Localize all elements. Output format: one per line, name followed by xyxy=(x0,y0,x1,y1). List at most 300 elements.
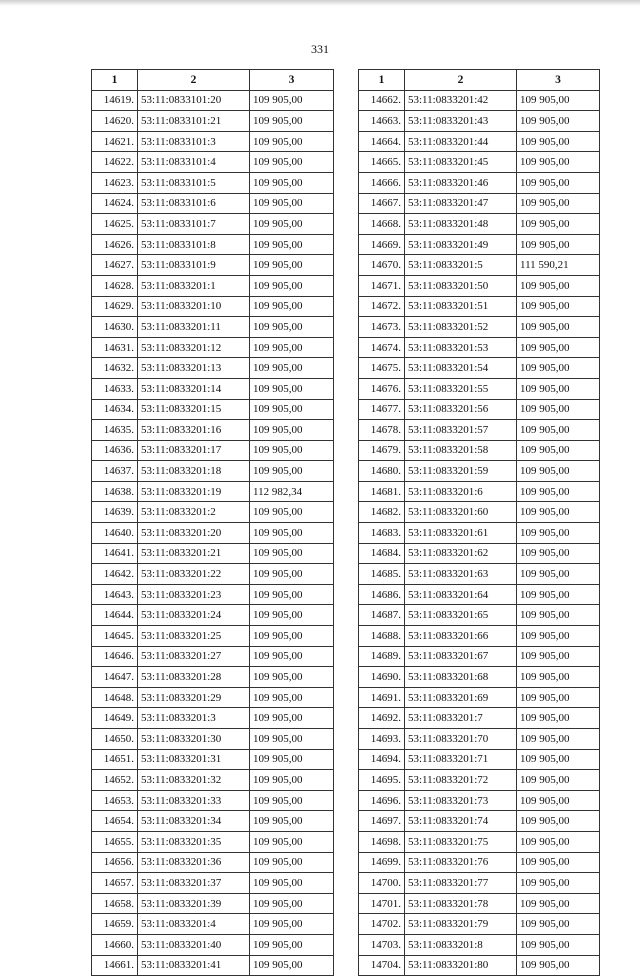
row-number: 14683. xyxy=(359,523,405,544)
table-row xyxy=(92,523,334,544)
table-row xyxy=(359,275,600,296)
table-row xyxy=(92,914,334,935)
cadastral-number: 53:11:0833201:15 xyxy=(138,399,250,420)
table-row xyxy=(359,893,600,914)
table-row xyxy=(92,852,334,873)
table-row xyxy=(359,749,600,770)
header-col-3: 3 xyxy=(250,70,334,91)
row-number: 14647. xyxy=(92,667,138,688)
row-number: 14626. xyxy=(92,234,138,255)
cadastral-value: 109 905,00 xyxy=(517,337,600,358)
row-number: 14642. xyxy=(92,564,138,585)
cadastral-value: 109 905,00 xyxy=(250,770,334,791)
cadastral-number: 53:11:0833201:2 xyxy=(138,502,250,523)
cadastral-value: 109 905,00 xyxy=(250,234,334,255)
table-row xyxy=(92,934,334,955)
cadastral-value: 109 905,00 xyxy=(250,131,334,152)
row-number: 14673. xyxy=(359,317,405,338)
cadastral-number: 53:11:0833201:47 xyxy=(405,193,517,214)
cadastral-value: 109 905,00 xyxy=(517,873,600,894)
row-number: 14677. xyxy=(359,399,405,420)
cadastral-value: 109 905,00 xyxy=(250,687,334,708)
row-number: 14646. xyxy=(92,646,138,667)
cadastral-value: 109 905,00 xyxy=(517,111,600,132)
row-number: 14634. xyxy=(92,399,138,420)
table-row xyxy=(359,358,600,379)
row-number: 14631. xyxy=(92,337,138,358)
row-number: 14630. xyxy=(92,317,138,338)
cadastral-value: 109 905,00 xyxy=(517,420,600,441)
row-number: 14697. xyxy=(359,811,405,832)
cadastral-value: 109 905,00 xyxy=(517,296,600,317)
cadastral-value: 109 905,00 xyxy=(517,523,600,544)
cadastral-number: 53:11:0833201:54 xyxy=(405,358,517,379)
row-number: 14622. xyxy=(92,152,138,173)
table-row xyxy=(92,481,334,502)
cadastral-number: 53:11:0833201:78 xyxy=(405,893,517,914)
header-col-2: 2 xyxy=(405,70,517,91)
cadastral-number: 53:11:0833201:58 xyxy=(405,440,517,461)
cadastral-value: 109 905,00 xyxy=(517,646,600,667)
cadastral-value: 109 905,00 xyxy=(517,90,600,111)
table-row xyxy=(359,337,600,358)
cadastral-number: 53:11:0833201:42 xyxy=(405,90,517,111)
row-number: 14688. xyxy=(359,626,405,647)
table-row xyxy=(92,234,334,255)
cadastral-number: 53:11:0833201:1 xyxy=(138,275,250,296)
table-row xyxy=(92,502,334,523)
cadastral-number: 53:11:0833201:77 xyxy=(405,873,517,894)
row-number: 14657. xyxy=(92,873,138,894)
table-row xyxy=(359,111,600,132)
row-number: 14636. xyxy=(92,440,138,461)
row-number: 14676. xyxy=(359,378,405,399)
table-row xyxy=(92,358,334,379)
cadastral-value: 109 905,00 xyxy=(250,626,334,647)
table-row xyxy=(359,729,600,750)
table-row xyxy=(359,667,600,688)
row-number: 14620. xyxy=(92,111,138,132)
row-number: 14635. xyxy=(92,420,138,441)
table-row xyxy=(92,770,334,791)
row-number: 14643. xyxy=(92,584,138,605)
table-row xyxy=(92,296,334,317)
row-number: 14641. xyxy=(92,543,138,564)
cadastral-value: 109 905,00 xyxy=(517,481,600,502)
cadastral-value: 109 905,00 xyxy=(517,358,600,379)
cadastral-value: 109 905,00 xyxy=(517,234,600,255)
row-number: 14671. xyxy=(359,275,405,296)
cadastral-value: 109 905,00 xyxy=(250,543,334,564)
row-number: 14654. xyxy=(92,811,138,832)
table-row xyxy=(92,420,334,441)
cadastral-value: 109 905,00 xyxy=(517,852,600,873)
row-number: 14703. xyxy=(359,934,405,955)
cadastral-value: 109 905,00 xyxy=(250,90,334,111)
registry-table-right xyxy=(358,69,600,976)
row-number: 14627. xyxy=(92,255,138,276)
cadastral-number: 53:11:0833201:33 xyxy=(138,790,250,811)
header-col-2: 2 xyxy=(138,70,250,91)
cadastral-value: 109 905,00 xyxy=(250,584,334,605)
table-header-row xyxy=(92,70,334,91)
row-number: 14655. xyxy=(92,831,138,852)
cadastral-number: 53:11:0833201:71 xyxy=(405,749,517,770)
cadastral-value: 109 905,00 xyxy=(517,543,600,564)
row-number: 14645. xyxy=(92,626,138,647)
table-row xyxy=(359,934,600,955)
cadastral-number: 53:11:0833201:28 xyxy=(138,667,250,688)
table-row xyxy=(359,481,600,502)
table-row xyxy=(359,90,600,111)
cadastral-number: 53:11:0833201:76 xyxy=(405,852,517,873)
table-row xyxy=(359,811,600,832)
cadastral-value: 109 905,00 xyxy=(517,811,600,832)
cadastral-value: 109 905,00 xyxy=(517,275,600,296)
cadastral-value: 109 905,00 xyxy=(517,729,600,750)
table-row xyxy=(92,749,334,770)
header-col-1: 1 xyxy=(359,70,405,91)
table-row xyxy=(92,790,334,811)
table-row xyxy=(92,646,334,667)
row-number: 14670. xyxy=(359,255,405,276)
cadastral-number: 53:11:0833101:4 xyxy=(138,152,250,173)
cadastral-number: 53:11:0833101:20 xyxy=(138,90,250,111)
table-row xyxy=(92,584,334,605)
table-row xyxy=(359,193,600,214)
cadastral-number: 53:11:0833201:6 xyxy=(405,481,517,502)
table-row xyxy=(92,337,334,358)
row-number: 14625. xyxy=(92,214,138,235)
cadastral-value: 109 905,00 xyxy=(517,152,600,173)
cadastral-number: 53:11:0833101:21 xyxy=(138,111,250,132)
cadastral-value: 109 905,00 xyxy=(250,255,334,276)
page-number: 331 xyxy=(311,42,329,56)
row-number: 14664. xyxy=(359,131,405,152)
row-number: 14637. xyxy=(92,461,138,482)
table-row xyxy=(359,914,600,935)
cadastral-value: 109 905,00 xyxy=(250,358,334,379)
table-row xyxy=(92,399,334,420)
cadastral-value: 109 905,00 xyxy=(250,337,334,358)
row-number: 14629. xyxy=(92,296,138,317)
row-number: 14689. xyxy=(359,646,405,667)
table-row xyxy=(92,708,334,729)
cadastral-value: 109 905,00 xyxy=(250,605,334,626)
cadastral-number: 53:11:0833201:12 xyxy=(138,337,250,358)
row-number: 14698. xyxy=(359,831,405,852)
cadastral-value: 109 905,00 xyxy=(250,420,334,441)
cadastral-number: 53:11:0833201:29 xyxy=(138,687,250,708)
row-number: 14687. xyxy=(359,605,405,626)
cadastral-value: 109 905,00 xyxy=(250,914,334,935)
table-row xyxy=(359,399,600,420)
row-number: 14638. xyxy=(92,481,138,502)
cadastral-number: 53:11:0833201:67 xyxy=(405,646,517,667)
table-row xyxy=(92,667,334,688)
cadastral-number: 53:11:0833201:49 xyxy=(405,234,517,255)
row-number: 14623. xyxy=(92,172,138,193)
cadastral-number: 53:11:0833101:5 xyxy=(138,172,250,193)
table-row xyxy=(359,790,600,811)
cadastral-value: 109 905,00 xyxy=(517,770,600,791)
cadastral-value: 109 905,00 xyxy=(517,790,600,811)
row-number: 14632. xyxy=(92,358,138,379)
row-number: 14648. xyxy=(92,687,138,708)
cadastral-number: 53:11:0833201:72 xyxy=(405,770,517,791)
table-row xyxy=(92,378,334,399)
row-number: 14652. xyxy=(92,770,138,791)
cadastral-number: 53:11:0833201:62 xyxy=(405,543,517,564)
cadastral-number: 53:11:0833101:7 xyxy=(138,214,250,235)
cadastral-value: 109 905,00 xyxy=(250,111,334,132)
cadastral-value: 109 905,00 xyxy=(250,152,334,173)
cadastral-value: 109 905,00 xyxy=(250,399,334,420)
row-number: 14663. xyxy=(359,111,405,132)
table-row xyxy=(92,214,334,235)
cadastral-number: 53:11:0833201:59 xyxy=(405,461,517,482)
cadastral-number: 53:11:0833201:19 xyxy=(138,481,250,502)
row-number: 14621. xyxy=(92,131,138,152)
table-row xyxy=(92,90,334,111)
table-row xyxy=(359,523,600,544)
row-number: 14691. xyxy=(359,687,405,708)
cadastral-number: 53:11:0833201:39 xyxy=(138,893,250,914)
cadastral-value: 109 905,00 xyxy=(517,914,600,935)
row-number: 14682. xyxy=(359,502,405,523)
row-number: 14644. xyxy=(92,605,138,626)
cadastral-number: 53:11:0833201:46 xyxy=(405,172,517,193)
table-row xyxy=(359,584,600,605)
cadastral-number: 53:11:0833201:37 xyxy=(138,873,250,894)
cadastral-value: 109 905,00 xyxy=(250,296,334,317)
cadastral-number: 53:11:0833201:24 xyxy=(138,605,250,626)
cadastral-number: 53:11:0833201:5 xyxy=(405,255,517,276)
table-row xyxy=(359,317,600,338)
cadastral-value: 109 905,00 xyxy=(517,584,600,605)
row-number: 14659. xyxy=(92,914,138,935)
cadastral-value: 109 905,00 xyxy=(250,852,334,873)
cadastral-value: 109 905,00 xyxy=(250,502,334,523)
row-number: 14660. xyxy=(92,934,138,955)
table-row xyxy=(92,152,334,173)
row-number: 14628. xyxy=(92,275,138,296)
cadastral-value: 109 905,00 xyxy=(517,687,600,708)
table-row xyxy=(359,152,600,173)
cadastral-number: 53:11:0833101:8 xyxy=(138,234,250,255)
row-number: 14665. xyxy=(359,152,405,173)
row-number: 14704. xyxy=(359,955,405,976)
table-row xyxy=(92,687,334,708)
cadastral-number: 53:11:0833201:10 xyxy=(138,296,250,317)
cadastral-number: 53:11:0833201:17 xyxy=(138,440,250,461)
row-number: 14624. xyxy=(92,193,138,214)
row-number: 14702. xyxy=(359,914,405,935)
cadastral-value: 109 905,00 xyxy=(517,193,600,214)
table-row xyxy=(92,811,334,832)
cadastral-value: 109 905,00 xyxy=(517,378,600,399)
row-number: 14619. xyxy=(92,90,138,111)
table-row xyxy=(92,461,334,482)
table-row xyxy=(92,605,334,626)
cadastral-value: 109 905,00 xyxy=(250,172,334,193)
cadastral-number: 53:11:0833201:21 xyxy=(138,543,250,564)
cadastral-value: 109 905,00 xyxy=(250,275,334,296)
cadastral-number: 53:11:0833201:4 xyxy=(138,914,250,935)
cadastral-value: 109 905,00 xyxy=(250,811,334,832)
cadastral-value: 109 905,00 xyxy=(250,440,334,461)
cadastral-value: 111 590,21 xyxy=(517,255,600,276)
cadastral-number: 53:11:0833201:51 xyxy=(405,296,517,317)
table-row xyxy=(92,893,334,914)
cadastral-value: 109 905,00 xyxy=(517,893,600,914)
table-row xyxy=(359,214,600,235)
row-number: 14640. xyxy=(92,523,138,544)
table-row xyxy=(359,296,600,317)
table-row xyxy=(92,955,334,976)
table-row xyxy=(359,852,600,873)
cadastral-value: 109 905,00 xyxy=(250,564,334,585)
row-number: 14701. xyxy=(359,893,405,914)
table-row xyxy=(359,873,600,894)
cadastral-value: 109 905,00 xyxy=(250,193,334,214)
cadastral-value: 109 905,00 xyxy=(517,131,600,152)
table-row xyxy=(359,646,600,667)
cadastral-number: 53:11:0833101:6 xyxy=(138,193,250,214)
row-number: 14669. xyxy=(359,234,405,255)
cadastral-number: 53:11:0833201:23 xyxy=(138,584,250,605)
row-number: 14672. xyxy=(359,296,405,317)
table-row xyxy=(92,729,334,750)
cadastral-value: 109 905,00 xyxy=(250,790,334,811)
row-number: 14693. xyxy=(359,729,405,750)
cadastral-number: 53:11:0833201:55 xyxy=(405,378,517,399)
cadastral-number: 53:11:0833201:36 xyxy=(138,852,250,873)
row-number: 14695. xyxy=(359,770,405,791)
row-number: 14699. xyxy=(359,852,405,873)
cadastral-value: 109 905,00 xyxy=(517,440,600,461)
table-row xyxy=(359,770,600,791)
cadastral-value: 109 905,00 xyxy=(517,172,600,193)
cadastral-number: 53:11:0833201:25 xyxy=(138,626,250,647)
table-row xyxy=(92,626,334,647)
cadastral-number: 53:11:0833201:69 xyxy=(405,687,517,708)
table-row xyxy=(92,440,334,461)
table-row xyxy=(92,193,334,214)
cadastral-value: 109 905,00 xyxy=(517,955,600,976)
cadastral-number: 53:11:0833201:53 xyxy=(405,337,517,358)
cadastral-value: 109 905,00 xyxy=(517,934,600,955)
table-row xyxy=(92,172,334,193)
row-number: 14656. xyxy=(92,852,138,873)
registry-table-left xyxy=(91,69,334,976)
cadastral-number: 53:11:0833201:48 xyxy=(405,214,517,235)
cadastral-value: 109 905,00 xyxy=(250,873,334,894)
row-number: 14633. xyxy=(92,378,138,399)
table-row xyxy=(359,502,600,523)
cadastral-number: 53:11:0833201:40 xyxy=(138,934,250,955)
table-row xyxy=(359,420,600,441)
table-row xyxy=(359,172,600,193)
cadastral-number: 53:11:0833201:74 xyxy=(405,811,517,832)
cadastral-value: 109 905,00 xyxy=(250,749,334,770)
row-number: 14675. xyxy=(359,358,405,379)
table-body-right xyxy=(359,90,600,976)
table-row xyxy=(92,831,334,852)
table-row xyxy=(92,255,334,276)
row-number: 14694. xyxy=(359,749,405,770)
cadastral-number: 53:11:0833101:9 xyxy=(138,255,250,276)
cadastral-number: 53:11:0833201:20 xyxy=(138,523,250,544)
cadastral-number: 53:11:0833201:68 xyxy=(405,667,517,688)
table-row xyxy=(359,131,600,152)
header-col-3: 3 xyxy=(517,70,600,91)
cadastral-number: 53:11:0833201:31 xyxy=(138,749,250,770)
cadastral-number: 53:11:0833201:52 xyxy=(405,317,517,338)
cadastral-number: 53:11:0833201:60 xyxy=(405,502,517,523)
cadastral-value: 109 905,00 xyxy=(250,317,334,338)
row-number: 14678. xyxy=(359,420,405,441)
table-row xyxy=(359,626,600,647)
table-row xyxy=(359,687,600,708)
cadastral-number: 53:11:0833201:44 xyxy=(405,131,517,152)
row-number: 14658. xyxy=(92,893,138,914)
cadastral-value: 109 905,00 xyxy=(250,378,334,399)
cadastral-number: 53:11:0833201:63 xyxy=(405,564,517,585)
row-number: 14662. xyxy=(359,90,405,111)
row-number: 14692. xyxy=(359,708,405,729)
cadastral-number: 53:11:0833201:18 xyxy=(138,461,250,482)
row-number: 14674. xyxy=(359,337,405,358)
cadastral-value: 109 905,00 xyxy=(250,523,334,544)
table-header-row xyxy=(359,70,600,91)
cadastral-number: 53:11:0833201:41 xyxy=(138,955,250,976)
cadastral-value: 109 905,00 xyxy=(517,831,600,852)
cadastral-number: 53:11:0833201:14 xyxy=(138,378,250,399)
table-row xyxy=(92,111,334,132)
cadastral-number: 53:11:0833201:22 xyxy=(138,564,250,585)
row-number: 14639. xyxy=(92,502,138,523)
table-row xyxy=(359,440,600,461)
cadastral-value: 109 905,00 xyxy=(517,749,600,770)
cadastral-value: 109 905,00 xyxy=(250,461,334,482)
row-number: 14684. xyxy=(359,543,405,564)
cadastral-number: 53:11:0833201:80 xyxy=(405,955,517,976)
cadastral-value: 109 905,00 xyxy=(517,399,600,420)
cadastral-number: 53:11:0833201:16 xyxy=(138,420,250,441)
cadastral-number: 53:11:0833201:7 xyxy=(405,708,517,729)
table-row xyxy=(92,564,334,585)
table-row xyxy=(359,605,600,626)
table-row xyxy=(359,955,600,976)
table-row xyxy=(359,543,600,564)
table-row xyxy=(359,831,600,852)
cadastral-number: 53:11:0833201:70 xyxy=(405,729,517,750)
cadastral-value: 109 905,00 xyxy=(517,605,600,626)
scan-edge xyxy=(0,0,640,6)
cadastral-number: 53:11:0833201:27 xyxy=(138,646,250,667)
cadastral-number: 53:11:0833201:43 xyxy=(405,111,517,132)
cadastral-value: 109 905,00 xyxy=(250,729,334,750)
cadastral-number: 53:11:0833201:30 xyxy=(138,729,250,750)
table-row xyxy=(359,564,600,585)
cadastral-number: 53:11:0833201:65 xyxy=(405,605,517,626)
cadastral-number: 53:11:0833101:3 xyxy=(138,131,250,152)
table-row xyxy=(359,378,600,399)
cadastral-number: 53:11:0833201:32 xyxy=(138,770,250,791)
cadastral-value: 109 905,00 xyxy=(517,214,600,235)
row-number: 14661. xyxy=(92,955,138,976)
